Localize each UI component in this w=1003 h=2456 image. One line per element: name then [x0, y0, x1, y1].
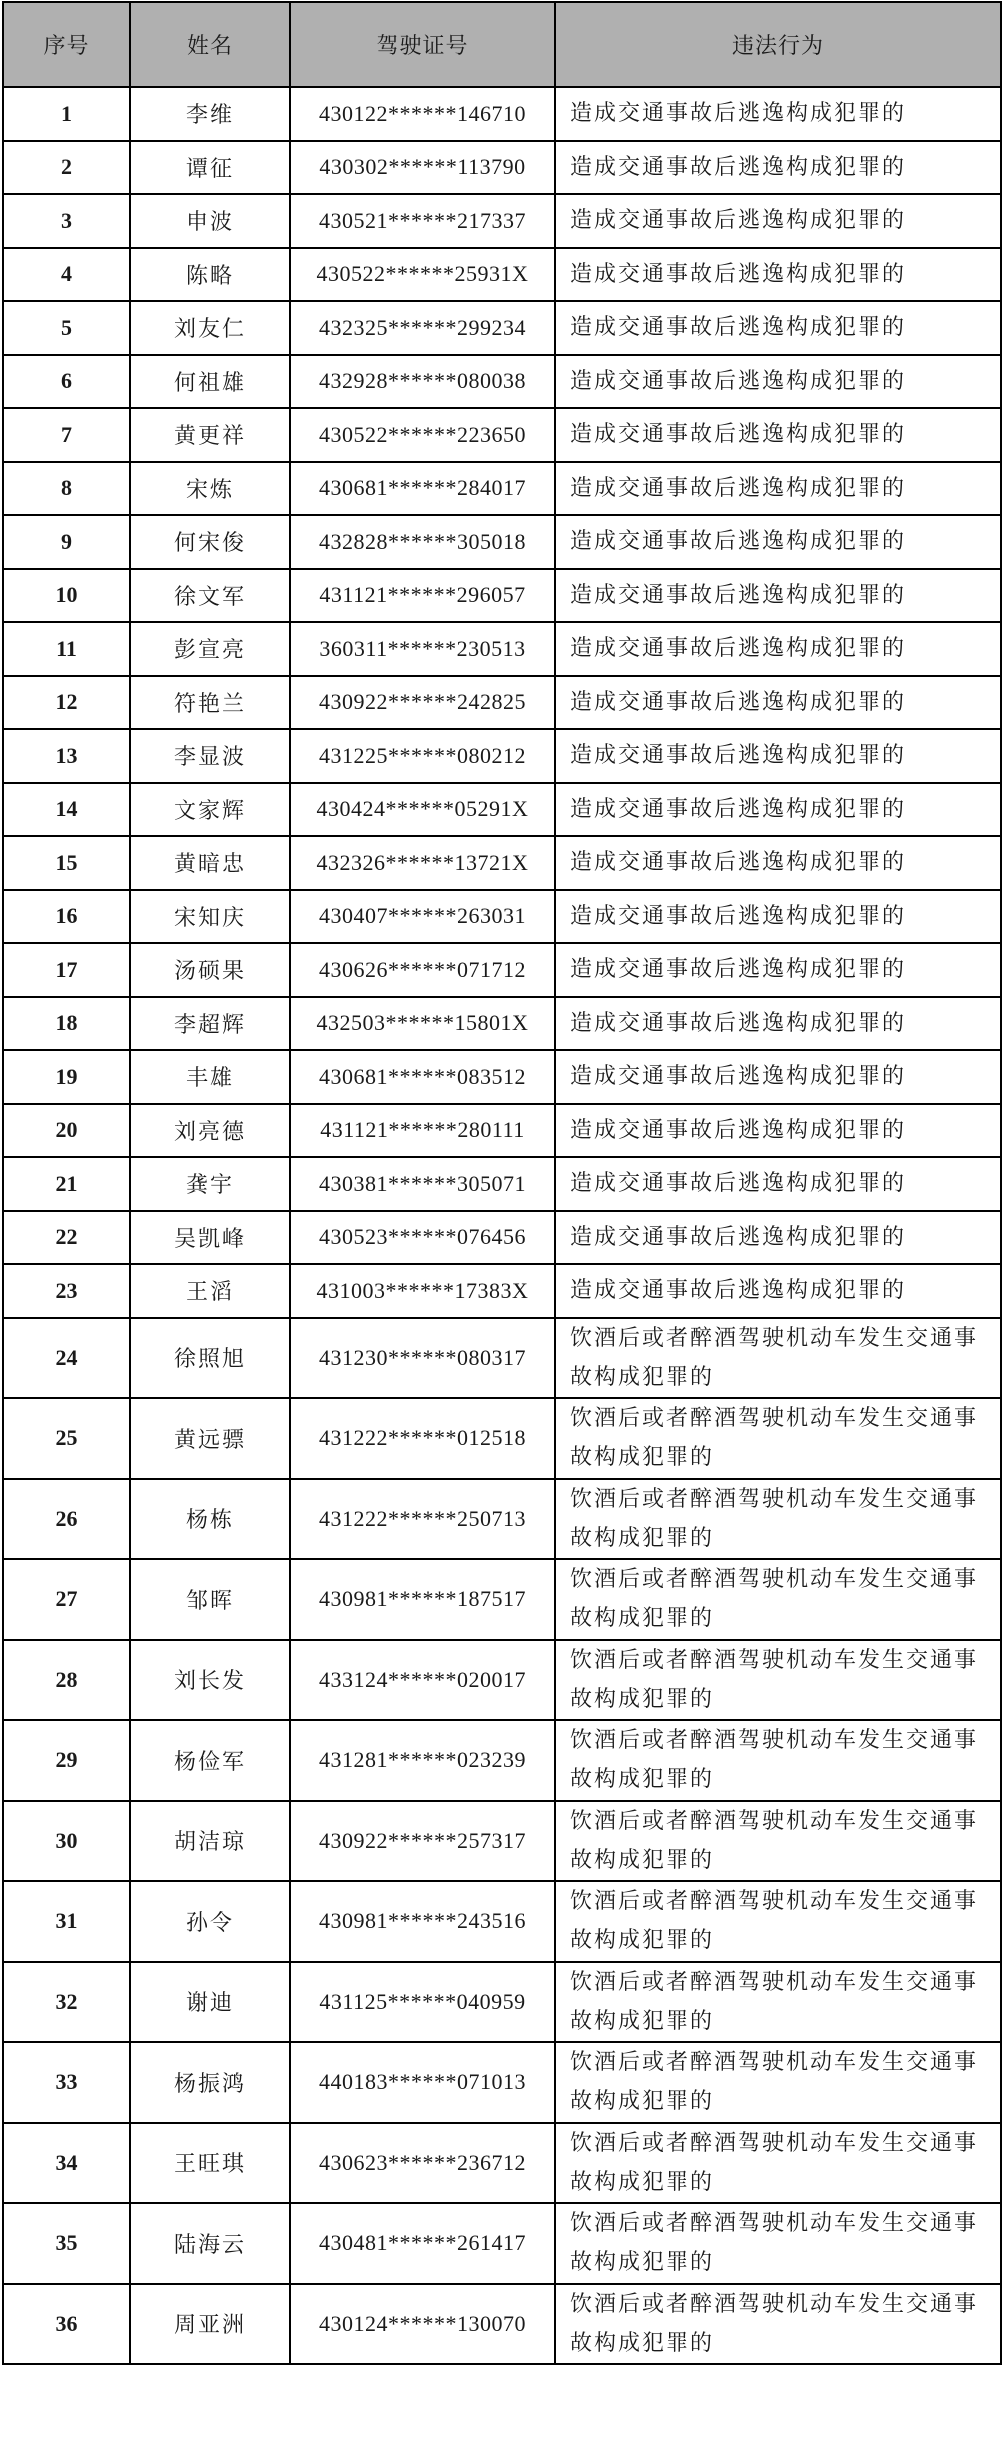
license-number: 430381******305071: [290, 1157, 555, 1211]
row-number: 1: [3, 87, 130, 141]
row-number: 9: [3, 515, 130, 569]
table-row: [3, 248, 1001, 302]
driver-name: 谭征: [130, 141, 290, 195]
violation-text: 饮酒后或者醉酒驾驶机动车发生交通事故构成犯罪的: [555, 2203, 1001, 2284]
driver-name: 刘友仁: [130, 301, 290, 355]
violation-table: [2, 1, 1002, 2365]
violation-text: 饮酒后或者醉酒驾驶机动车发生交通事故构成犯罪的: [555, 1720, 1001, 1801]
driver-name: 谢迪: [130, 1962, 290, 2043]
table-row: [3, 1398, 1001, 1479]
table-row: [3, 1559, 1001, 1640]
violation-text: 饮酒后或者醉酒驾驶机动车发生交通事故构成犯罪的: [555, 1559, 1001, 1640]
row-number: 22: [3, 1211, 130, 1265]
license-number: 431225******080212: [290, 729, 555, 783]
row-number: 30: [3, 1801, 130, 1882]
table-row: [3, 890, 1001, 944]
row-number: 16: [3, 890, 130, 944]
driver-name: 胡洁琼: [130, 1801, 290, 1882]
violation-text: 饮酒后或者醉酒驾驶机动车发生交通事故构成犯罪的: [555, 1881, 1001, 1962]
license-number: 430522******25931X: [290, 248, 555, 302]
driver-name: 李显波: [130, 729, 290, 783]
driver-name: 彭宣亮: [130, 622, 290, 676]
license-number: 430626******071712: [290, 943, 555, 997]
violation-text: 造成交通事故后逃逸构成犯罪的: [555, 622, 1001, 676]
row-number: 26: [3, 1479, 130, 1560]
row-number: 21: [3, 1157, 130, 1211]
driver-name: 邹晖: [130, 1559, 290, 1640]
violation-text: 造成交通事故后逃逸构成犯罪的: [555, 1050, 1001, 1104]
row-number: 19: [3, 1050, 130, 1104]
driver-name: 丰雄: [130, 1050, 290, 1104]
table-row: [3, 515, 1001, 569]
row-number: 4: [3, 248, 130, 302]
table-row: [3, 1962, 1001, 2043]
row-number: 33: [3, 2042, 130, 2123]
violation-text: 造成交通事故后逃逸构成犯罪的: [555, 248, 1001, 302]
license-number: 430623******236712: [290, 2123, 555, 2204]
license-number: 430681******083512: [290, 1050, 555, 1104]
violation-text: 造成交通事故后逃逸构成犯罪的: [555, 890, 1001, 944]
driver-name: 徐照旭: [130, 1318, 290, 1399]
table-row: [3, 462, 1001, 516]
row-number: 17: [3, 943, 130, 997]
violation-text: 造成交通事故后逃逸构成犯罪的: [555, 87, 1001, 141]
violation-text: 造成交通事故后逃逸构成犯罪的: [555, 1211, 1001, 1265]
table-row: [3, 87, 1001, 141]
license-number: 432325******299234: [290, 301, 555, 355]
row-number: 18: [3, 997, 130, 1051]
driver-name: 龚宇: [130, 1157, 290, 1211]
driver-name: 杨栋: [130, 1479, 290, 1560]
header-name: 姓名: [130, 2, 290, 87]
license-number: 431230******080317: [290, 1318, 555, 1399]
license-number: 432828******305018: [290, 515, 555, 569]
table-row: [3, 1050, 1001, 1104]
row-number: 27: [3, 1559, 130, 1640]
violation-text: 饮酒后或者醉酒驾驶机动车发生交通事故构成犯罪的: [555, 1479, 1001, 1560]
table-row: [3, 1104, 1001, 1158]
table-row: [3, 2123, 1001, 2204]
license-number: 431125******040959: [290, 1962, 555, 2043]
license-number: 431121******280111: [290, 1104, 555, 1158]
row-number: 5: [3, 301, 130, 355]
violation-text: 造成交通事故后逃逸构成犯罪的: [555, 676, 1001, 730]
row-number: 20: [3, 1104, 130, 1158]
violation-text: 造成交通事故后逃逸构成犯罪的: [555, 836, 1001, 890]
license-number: 430523******076456: [290, 1211, 555, 1265]
row-number: 8: [3, 462, 130, 516]
driver-name: 文家辉: [130, 783, 290, 837]
table-row: [3, 2203, 1001, 2284]
row-number: 7: [3, 408, 130, 462]
row-number: 3: [3, 194, 130, 248]
violation-text: 造成交通事故后逃逸构成犯罪的: [555, 943, 1001, 997]
driver-name: 陈略: [130, 248, 290, 302]
row-number: 14: [3, 783, 130, 837]
violation-text: 造成交通事故后逃逸构成犯罪的: [555, 1157, 1001, 1211]
license-number: 430124******130070: [290, 2284, 555, 2365]
table-row: [3, 1801, 1001, 1882]
violation-text: 造成交通事故后逃逸构成犯罪的: [555, 301, 1001, 355]
violation-text: 饮酒后或者醉酒驾驶机动车发生交通事故构成犯罪的: [555, 1640, 1001, 1721]
row-number: 10: [3, 569, 130, 623]
license-number: 430681******284017: [290, 462, 555, 516]
driver-name: 陆海云: [130, 2203, 290, 2284]
violation-text: 饮酒后或者醉酒驾驶机动车发生交通事故构成犯罪的: [555, 1398, 1001, 1479]
table-row: [3, 1881, 1001, 1962]
table-row: [3, 1264, 1001, 1318]
table-row: [3, 569, 1001, 623]
table-row: [3, 997, 1001, 1051]
violation-text: 饮酒后或者醉酒驾驶机动车发生交通事故构成犯罪的: [555, 2042, 1001, 2123]
violation-text: 造成交通事故后逃逸构成犯罪的: [555, 194, 1001, 248]
table-row: [3, 943, 1001, 997]
license-number: 430522******223650: [290, 408, 555, 462]
header-license: 驾驶证号: [290, 2, 555, 87]
license-number: 430122******146710: [290, 87, 555, 141]
license-number: 430424******05291X: [290, 783, 555, 837]
license-number: 430481******261417: [290, 2203, 555, 2284]
violation-text: 造成交通事故后逃逸构成犯罪的: [555, 569, 1001, 623]
row-number: 12: [3, 676, 130, 730]
license-number: 440183******071013: [290, 2042, 555, 2123]
violation-text: 造成交通事故后逃逸构成犯罪的: [555, 515, 1001, 569]
driver-name: 刘长发: [130, 1640, 290, 1721]
license-number: 432326******13721X: [290, 836, 555, 890]
driver-name: 杨振鸿: [130, 2042, 290, 2123]
row-number: 15: [3, 836, 130, 890]
table-row: [3, 408, 1001, 462]
row-number: 11: [3, 622, 130, 676]
license-number: 430981******243516: [290, 1881, 555, 1962]
driver-name: 符艳兰: [130, 676, 290, 730]
driver-name: 宋炼: [130, 462, 290, 516]
table-row: [3, 676, 1001, 730]
table-row: [3, 1479, 1001, 1560]
row-number: 32: [3, 1962, 130, 2043]
license-number: 431281******023239: [290, 1720, 555, 1801]
license-number: 433124******020017: [290, 1640, 555, 1721]
table-row: [3, 1640, 1001, 1721]
license-number: 431222******250713: [290, 1479, 555, 1560]
license-number: 430981******187517: [290, 1559, 555, 1640]
license-number: 430407******263031: [290, 890, 555, 944]
license-number: 430521******217337: [290, 194, 555, 248]
row-number: 2: [3, 141, 130, 195]
row-number: 13: [3, 729, 130, 783]
table-row: [3, 1157, 1001, 1211]
table-row: [3, 836, 1001, 890]
driver-name: 徐文军: [130, 569, 290, 623]
row-number: 25: [3, 1398, 130, 1479]
license-number: 430302******113790: [290, 141, 555, 195]
header-violation: 违法行为: [555, 2, 1001, 87]
table-row: [3, 301, 1001, 355]
violation-text: 造成交通事故后逃逸构成犯罪的: [555, 355, 1001, 409]
driver-name: 李超辉: [130, 997, 290, 1051]
violation-text: 造成交通事故后逃逸构成犯罪的: [555, 729, 1001, 783]
driver-name: 宋知庆: [130, 890, 290, 944]
driver-name: 吴凯峰: [130, 1211, 290, 1265]
driver-name: 王旺琪: [130, 2123, 290, 2204]
row-number: 24: [3, 1318, 130, 1399]
row-number: 34: [3, 2123, 130, 2204]
driver-name: 李维: [130, 87, 290, 141]
violation-text: 造成交通事故后逃逸构成犯罪的: [555, 408, 1001, 462]
license-number: 430922******242825: [290, 676, 555, 730]
driver-name: 汤硕果: [130, 943, 290, 997]
table-body: [3, 87, 1001, 2364]
row-number: 36: [3, 2284, 130, 2365]
table-header: [3, 2, 1001, 87]
table-row: [3, 355, 1001, 409]
driver-name: 何祖雄: [130, 355, 290, 409]
violation-text: 造成交通事故后逃逸构成犯罪的: [555, 462, 1001, 516]
license-number: 431003******17383X: [290, 1264, 555, 1318]
table-row: [3, 1211, 1001, 1265]
driver-name: 杨俭军: [130, 1720, 290, 1801]
violation-text: 饮酒后或者醉酒驾驶机动车发生交通事故构成犯罪的: [555, 1318, 1001, 1399]
driver-name: 黄更祥: [130, 408, 290, 462]
row-number: 28: [3, 1640, 130, 1721]
violation-text: 饮酒后或者醉酒驾驶机动车发生交通事故构成犯罪的: [555, 2123, 1001, 2204]
driver-name: 黄远骠: [130, 1398, 290, 1479]
table-row: [3, 1720, 1001, 1801]
table-row: [3, 2042, 1001, 2123]
license-number: 360311******230513: [290, 622, 555, 676]
table-row: [3, 729, 1001, 783]
row-number: 35: [3, 2203, 130, 2284]
violation-text: 造成交通事故后逃逸构成犯罪的: [555, 997, 1001, 1051]
driver-name: 王滔: [130, 1264, 290, 1318]
violation-text: 饮酒后或者醉酒驾驶机动车发生交通事故构成犯罪的: [555, 1801, 1001, 1882]
table-row: [3, 622, 1001, 676]
row-number: 6: [3, 355, 130, 409]
violation-text: 造成交通事故后逃逸构成犯罪的: [555, 1104, 1001, 1158]
row-number: 29: [3, 1720, 130, 1801]
header-row: [3, 2, 1001, 87]
license-number: 431121******296057: [290, 569, 555, 623]
table-row: [3, 194, 1001, 248]
row-number: 31: [3, 1881, 130, 1962]
license-number: 432503******15801X: [290, 997, 555, 1051]
table-row: [3, 783, 1001, 837]
driver-name: 黄暗忠: [130, 836, 290, 890]
violation-text: 造成交通事故后逃逸构成犯罪的: [555, 1264, 1001, 1318]
license-number: 431222******012518: [290, 1398, 555, 1479]
driver-name: 刘亮德: [130, 1104, 290, 1158]
violation-text: 饮酒后或者醉酒驾驶机动车发生交通事故构成犯罪的: [555, 2284, 1001, 2365]
row-number: 23: [3, 1264, 130, 1318]
driver-name: 申波: [130, 194, 290, 248]
table-row: [3, 141, 1001, 195]
driver-name: 周亚洲: [130, 2284, 290, 2365]
license-number: 430922******257317: [290, 1801, 555, 1882]
table-row: [3, 2284, 1001, 2365]
driver-name: 何宋俊: [130, 515, 290, 569]
violation-text: 造成交通事故后逃逸构成犯罪的: [555, 141, 1001, 195]
driver-name: 孙令: [130, 1881, 290, 1962]
table-row: [3, 1318, 1001, 1399]
violation-text: 饮酒后或者醉酒驾驶机动车发生交通事故构成犯罪的: [555, 1962, 1001, 2043]
header-index: 序号: [3, 2, 130, 87]
license-number: 432928******080038: [290, 355, 555, 409]
violation-text: 造成交通事故后逃逸构成犯罪的: [555, 783, 1001, 837]
